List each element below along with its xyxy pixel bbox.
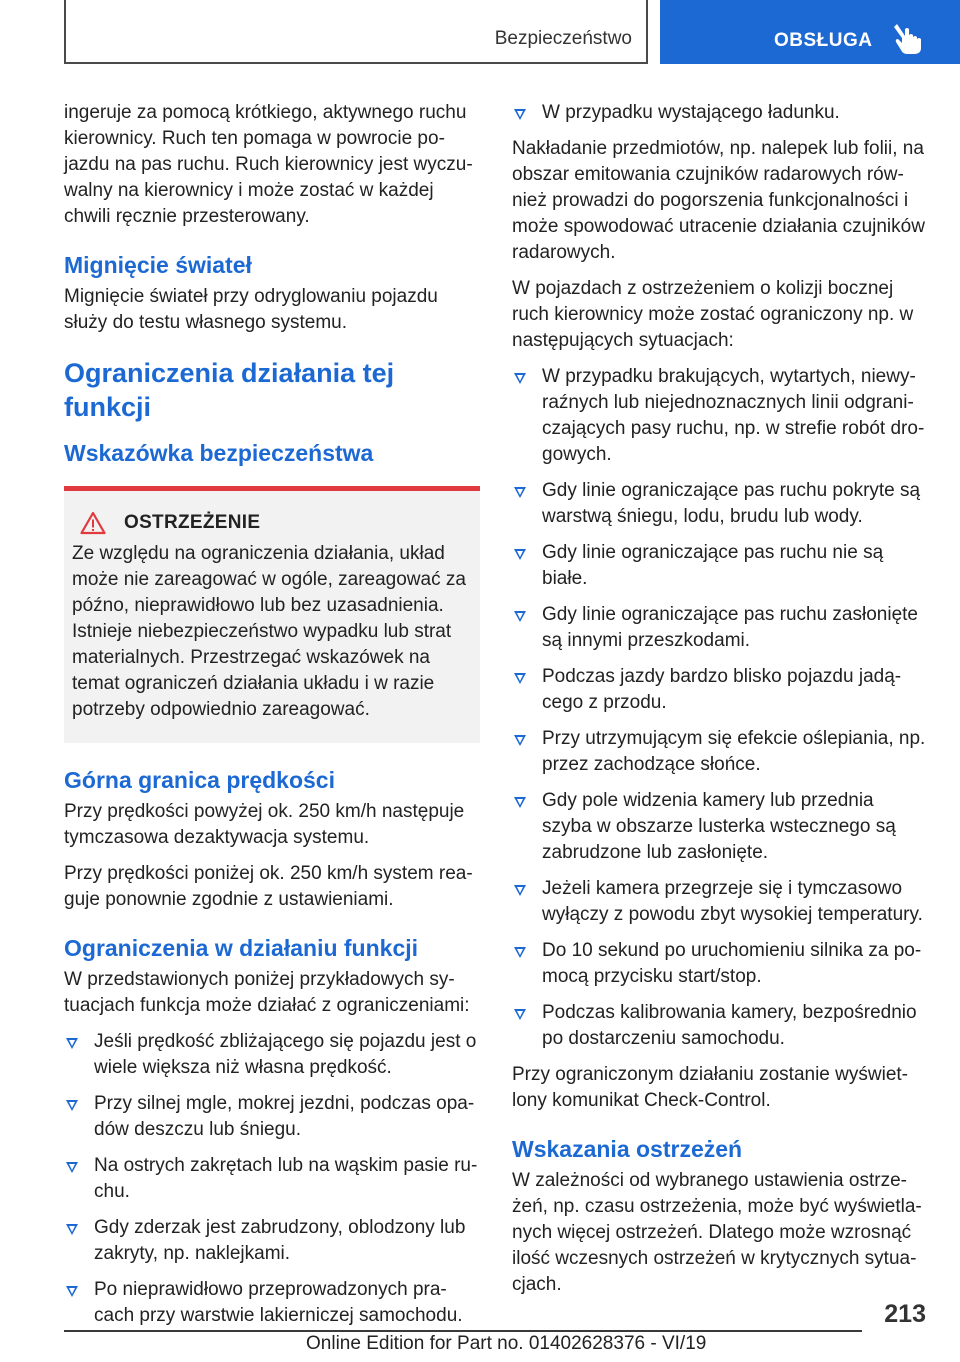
- bullet-triangle-icon: [514, 611, 526, 622]
- bullet-triangle-icon: [514, 109, 526, 120]
- intro-paragraph: ingeruje za pomocą krótkiego, aktywnego ruchu kierownicy. Ruch ten pomaga w powrocie pojazdu na pas ruchu. Ruch kierownicy jest wyczuwalny na kierownicy i może zostać w każdej chwili ręcznie przesterowany.: [64, 102, 473, 227]
- speed-paragraph-2: Przy prędkości poniżej ok. 250 km/h system reaguje ponownie zgodnie z ustawieniami.: [64, 863, 473, 910]
- warning-title: OSTRZEŻENIE: [124, 512, 261, 533]
- warn-indications-heading: Wskazania ostrzeżeń: [512, 1136, 743, 1162]
- bullet-triangle-icon: [514, 797, 526, 808]
- list-item: Gdy linie ograniczające pas ruchu pokryte są warstwą śniegu, lodu, brudu lub wody.: [512, 478, 926, 530]
- list-item: Przy silnej mgle, mokrej jezdni, podczas opadów deszczu lub śniegu.: [64, 1091, 480, 1143]
- pointing-hand-icon: [892, 22, 924, 56]
- list-item: Podczas jazdy bardzo blisko pojazdu jadącego z przodu.: [512, 664, 926, 716]
- bullet-triangle-icon: [66, 1224, 78, 1235]
- main-heading: Ograniczenia działania tej funkcji: [64, 358, 395, 422]
- bullet-triangle-icon: [514, 487, 526, 498]
- flash-heading: Mignięcie świateł: [64, 252, 252, 278]
- cargo-list: [512, 100, 926, 126]
- warning-text: Ze względu na ograniczenia działania, układ może nie zareagować w ogóle, zareagować za późno, nieprawidłowo lub bez uzasadnienia. Istnieje niebezpieczeństwo wypadku lub strat materialnych. Przestrzegać wskazówek na temat ograniczeń działania układu i w razie potrzeby odpowiednio zareagować.: [72, 543, 466, 720]
- header-section-title: Bezpieczeństwo: [494, 28, 632, 49]
- bullet-triangle-icon: [66, 1038, 78, 1049]
- limits-heading: Ograniczenia w działaniu funkcji: [64, 935, 419, 961]
- list-item: Podczas kalibrowania kamery, bezpośrednio po dostarczeniu samochodu.: [512, 1000, 926, 1052]
- bullet-triangle-icon: [514, 673, 526, 684]
- list-item: Gdy pole widzenia kamery lub przednia szyba w obszarze lusterka wstecznego są zabrudzone lub zasłonięte.: [512, 788, 926, 866]
- warning-header: [80, 511, 472, 535]
- list-item: Jeśli prędkość zbliżającego się pojazdu jest o wiele większa niż własna prędkość.: [64, 1029, 480, 1081]
- header-section-box: [64, 0, 648, 64]
- warning-box: [64, 486, 480, 743]
- list-item: Do 10 sekund po uruchomieniu silnika za pomocą przycisku start/stop.: [512, 938, 926, 990]
- list-item: Po nieprawidłowo przeprowadzonych pracach przy warstwie lakierniczej samochodu.: [64, 1277, 480, 1329]
- limits-list: [64, 1029, 480, 1329]
- warn-indications-paragraph: W zależności od wybranego ustawienia ostrzeżeń, np. czasu ostrzeżenia, może być wyświetlanych więcej ostrzeżeń. Dlatego może wzrosnąć ilość wczesnych ostrzeżeń w krytycznych sytuacjach.: [512, 1170, 922, 1295]
- check-control-paragraph: Przy ograniczonym działaniu zostanie wyświetlony komunikat Check-Control.: [512, 1064, 908, 1111]
- list-item: W przypadku brakujących, wytartych, niewyraźnych lub niejednoznacznych linii odgraniczających pasy ruchu, np. w strefie robót drogowych.: [512, 364, 926, 468]
- limits-paragraph: W przedstawionych poniżej przykładowych sytuacjach funkcja może działać z ograniczeniami:: [64, 969, 470, 1016]
- list-item: Gdy zderzak jest zabrudzony, oblodzony lub zakryty, np. naklejkami.: [64, 1215, 480, 1267]
- bullet-triangle-icon: [66, 1162, 78, 1173]
- stickers-paragraph: Nakładanie przedmiotów, np. nalepek lub folii, na obszar emitowania czujników radarowych również prowadzi do pogorszenia funkcjonalności i może spowodować utracenie działania czujników radarowych.: [512, 138, 925, 263]
- bullet-triangle-icon: [66, 1286, 78, 1297]
- warning-triangle-icon: [80, 511, 106, 535]
- speed-paragraph-1: Przy prędkości powyżej ok. 250 km/h następuje tymczasowa dezaktywacja systemu.: [64, 801, 465, 848]
- side-collision-paragraph: W pojazdach z ostrzeżeniem o kolizji bocznej ruch kierownicy może zostać ograniczony np. w następujących sytuacjach:: [512, 278, 914, 351]
- footer-divider: [64, 1330, 862, 1332]
- footer-edition: Online Edition for Part no. 01402628376 - VI/19: [306, 1333, 707, 1354]
- bullet-triangle-icon: [66, 1100, 78, 1111]
- left-column: [64, 100, 480, 1339]
- bullet-triangle-icon: [514, 549, 526, 560]
- list-item: Gdy linie ograniczające pas ruchu zasłonięte są innymi przeszkodami.: [512, 602, 926, 654]
- header-chapter-title: OBSŁUGA: [774, 30, 873, 51]
- speed-heading: Górna granica prędkości: [64, 767, 335, 793]
- bullet-triangle-icon: [514, 373, 526, 384]
- bullet-triangle-icon: [514, 947, 526, 958]
- list-item: Jeżeli kamera przegrzeje się i tymczasowo wyłączy z powodu zbyt wysokiej temperatury.: [512, 876, 926, 928]
- bullet-triangle-icon: [514, 1009, 526, 1020]
- right-column: [512, 100, 926, 1308]
- steering-limits-list: [512, 364, 926, 1052]
- list-item: W przypadku wystającego ładunku.: [512, 100, 926, 126]
- list-item: Gdy linie ograniczające pas ruchu nie są białe.: [512, 540, 926, 592]
- bullet-triangle-icon: [514, 735, 526, 746]
- header-chapter-tab[interactable]: [660, 0, 960, 64]
- page-number: 213: [884, 1300, 926, 1328]
- safety-heading: Wskazówka bezpieczeństwa: [64, 440, 374, 466]
- list-item: Na ostrych zakrętach lub na wąskim pasie ruchu.: [64, 1153, 480, 1205]
- flash-paragraph: Mignięcie świateł przy odryglowaniu pojazdu służy do testu własnego systemu.: [64, 286, 438, 333]
- list-item: Przy utrzymującym się efekcie oślepiania, np. przez zachodzące słońce.: [512, 726, 926, 778]
- bullet-triangle-icon: [514, 885, 526, 896]
